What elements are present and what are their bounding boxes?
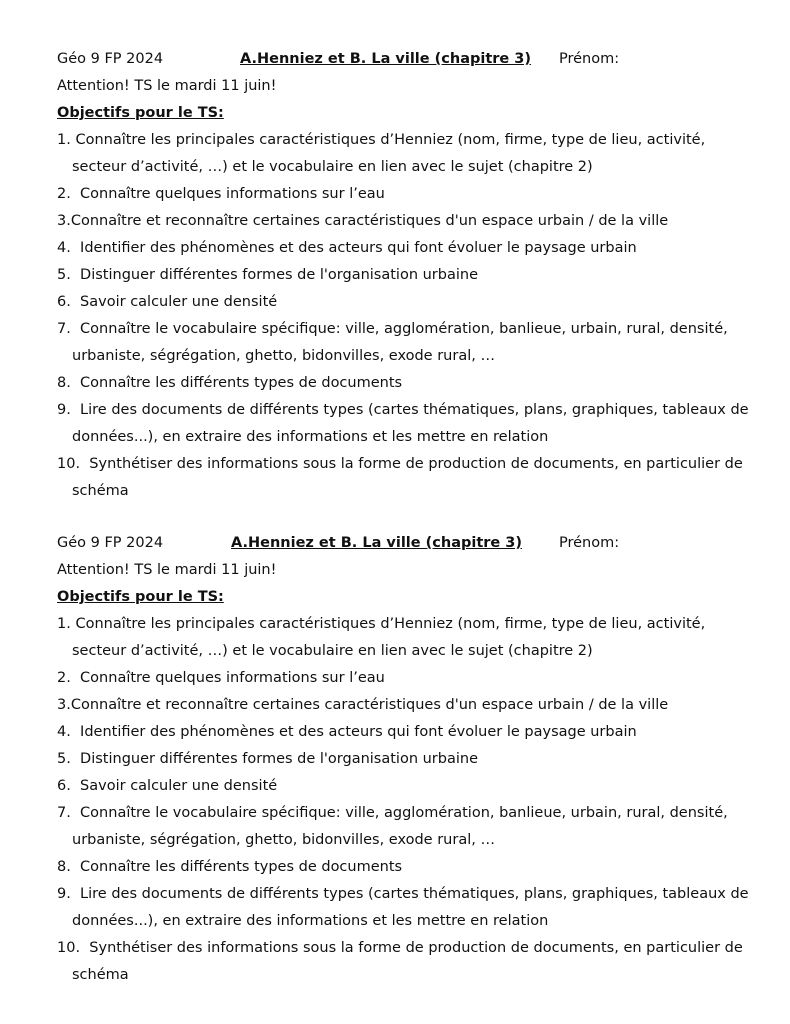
item-text: Connaître et reconnaître certaines caractéristiques d'un espace urbain / de la ville bbox=[70, 697, 669, 713]
item-text: Distinguer différentes formes de l'organisation urbaine bbox=[75, 267, 478, 283]
objective-item bbox=[57, 235, 757, 262]
item-text-continuation: schéma bbox=[72, 967, 129, 983]
item-text: Savoir calculer une densité bbox=[75, 294, 278, 310]
item-number: 8. bbox=[57, 859, 71, 875]
item-text: Lire des documents de différents types (cartes thématiques, plans, graphiques, tableaux de bbox=[75, 402, 749, 418]
objective-item bbox=[57, 773, 757, 800]
first-name-field-label: Prénom: bbox=[559, 535, 620, 551]
item-text: Connaître le vocabulaire spécifique: ville, agglomération, banlieue, urbain, rural, densité, bbox=[75, 321, 728, 337]
objective-item bbox=[57, 262, 757, 289]
course-label: Géo 9 FP 2024 bbox=[57, 535, 164, 551]
item-text-continuation: urbaniste, ségrégation, ghetto, bidonvilles, exode rural, … bbox=[72, 832, 495, 848]
item-text-continuation: schéma bbox=[72, 483, 129, 499]
item-text: Synthétiser des informations sous la forme de production de documents, en particulier de bbox=[84, 456, 743, 472]
objective-item bbox=[57, 935, 757, 989]
item-number: 1. bbox=[57, 132, 71, 148]
item-text: Connaître les principales caractéristiques d’Henniez (nom, firme, type de lieu, activité, bbox=[75, 132, 706, 148]
item-number: 7. bbox=[57, 321, 71, 337]
sheet-header bbox=[57, 530, 757, 557]
item-number: 3. bbox=[57, 213, 71, 229]
objective-item bbox=[57, 451, 757, 505]
course-label: Géo 9 FP 2024 bbox=[57, 51, 164, 67]
objectives-heading: Objectifs pour le TS: bbox=[57, 589, 224, 605]
item-text: Lire des documents de différents types (cartes thématiques, plans, graphiques, tableaux de bbox=[75, 886, 749, 902]
objective-item bbox=[57, 397, 757, 451]
item-text-continuation: urbaniste, ségrégation, ghetto, bidonvilles, exode rural, … bbox=[72, 348, 495, 364]
item-text: Connaître le vocabulaire spécifique: ville, agglomération, banlieue, urbain, rural, densité, bbox=[75, 805, 728, 821]
item-text: Connaître les principales caractéristiques d’Henniez (nom, firme, type de lieu, activité, bbox=[75, 616, 706, 632]
item-number: 5. bbox=[57, 751, 71, 767]
item-number: 1. bbox=[57, 616, 71, 632]
item-text-continuation: données...), en extraire des informations et les mettre en relation bbox=[72, 429, 549, 445]
objectives-sheet-top bbox=[57, 46, 757, 505]
item-text-continuation: secteur d’activité, …) et le vocabulaire en lien avec le sujet (chapitre 2) bbox=[72, 159, 593, 175]
item-text: Connaître les différents types de documents bbox=[75, 859, 403, 875]
objective-item bbox=[57, 208, 757, 235]
item-text: Connaître les différents types de documents bbox=[75, 375, 403, 391]
objective-item bbox=[57, 289, 757, 316]
item-number: 4. bbox=[57, 240, 71, 256]
item-number: 5. bbox=[57, 267, 71, 283]
item-text: Connaître et reconnaître certaines caractéristiques d'un espace urbain / de la ville bbox=[70, 213, 669, 229]
objective-item bbox=[57, 665, 757, 692]
item-number: 4. bbox=[57, 724, 71, 740]
item-number: 9. bbox=[57, 886, 71, 902]
objective-item bbox=[57, 881, 757, 935]
item-text: Connaître quelques informations sur l’eau bbox=[75, 670, 385, 686]
item-number: 2. bbox=[57, 670, 71, 686]
item-number: 9. bbox=[57, 402, 71, 418]
sheet-title: A.Henniez et B. La ville (chapitre 3) bbox=[231, 535, 523, 551]
sheet-header bbox=[57, 46, 757, 73]
item-number: 8. bbox=[57, 375, 71, 391]
item-number: 10. bbox=[57, 456, 81, 472]
item-text: Identifier des phénomènes et des acteurs qui font évoluer le paysage urbain bbox=[75, 240, 637, 256]
objectives-heading: Objectifs pour le TS: bbox=[57, 105, 224, 121]
item-text: Identifier des phénomènes et des acteurs qui font évoluer le paysage urbain bbox=[75, 724, 637, 740]
item-number: 7. bbox=[57, 805, 71, 821]
objective-item bbox=[57, 746, 757, 773]
item-number: 10. bbox=[57, 940, 81, 956]
item-number: 2. bbox=[57, 186, 71, 202]
attention-note: Attention! TS le mardi 11 juin! bbox=[57, 78, 277, 94]
item-text-continuation: données...), en extraire des informations et les mettre en relation bbox=[72, 913, 549, 929]
objectives-sheet-bottom bbox=[57, 530, 757, 989]
objective-item bbox=[57, 854, 757, 881]
item-text: Distinguer différentes formes de l'organisation urbaine bbox=[75, 751, 478, 767]
objective-item bbox=[57, 719, 757, 746]
item-number: 3. bbox=[57, 697, 71, 713]
objective-item bbox=[57, 800, 757, 854]
sheet-title: A.Henniez et B. La ville (chapitre 3) bbox=[240, 51, 532, 67]
objective-item bbox=[57, 127, 757, 181]
item-number: 6. bbox=[57, 778, 71, 794]
objective-item bbox=[57, 316, 757, 370]
item-text: Savoir calculer une densité bbox=[75, 778, 278, 794]
item-text-continuation: secteur d’activité, …) et le vocabulaire en lien avec le sujet (chapitre 2) bbox=[72, 643, 593, 659]
attention-note: Attention! TS le mardi 11 juin! bbox=[57, 562, 277, 578]
item-text: Connaître quelques informations sur l’eau bbox=[75, 186, 385, 202]
objective-item bbox=[57, 611, 757, 665]
item-text: Synthétiser des informations sous la forme de production de documents, en particulier de bbox=[84, 940, 743, 956]
objective-item bbox=[57, 370, 757, 397]
first-name-field-label: Prénom: bbox=[559, 51, 620, 67]
objective-item bbox=[57, 181, 757, 208]
item-number: 6. bbox=[57, 294, 71, 310]
objective-item bbox=[57, 692, 757, 719]
